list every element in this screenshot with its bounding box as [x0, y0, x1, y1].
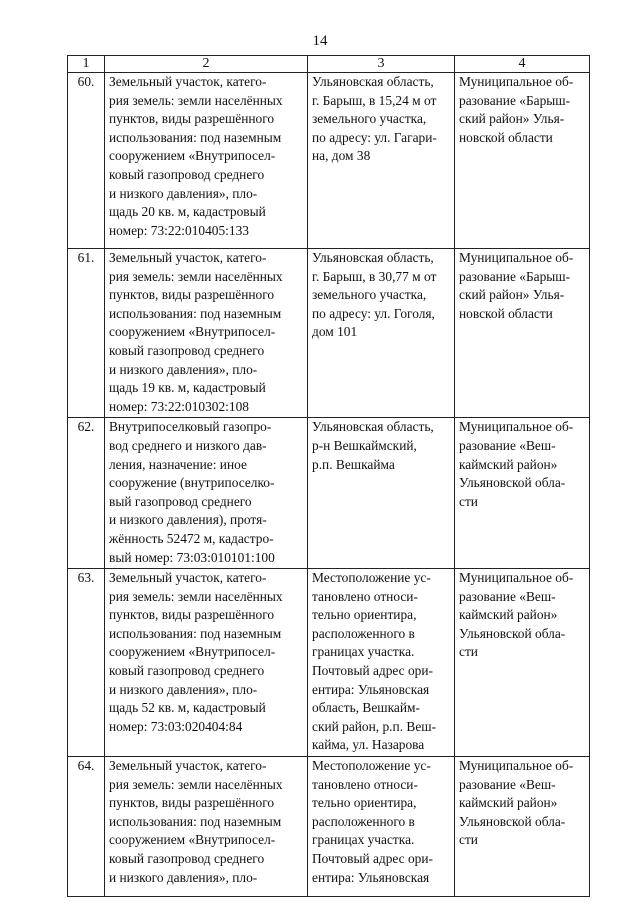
property-owner: Муниципальное об- разование «Веш- каймский район» Ульяновской обла- сти: [455, 757, 590, 897]
table-row: [68, 73, 590, 249]
table-row: [68, 418, 590, 569]
property-description: Земельный участок, катего- рия земель: земли населённых пунктов, виды разрешённого использования: под наземным сооружением «Внутрипосел- ковый газопровод среднего и низкого давления», пло-: [105, 757, 308, 897]
property-owner: Муниципальное об- разование «Веш- каймский район» Ульяновской обла- сти: [455, 569, 590, 757]
column-header-owner: 4: [455, 56, 590, 73]
column-header-description: 2: [105, 56, 308, 73]
property-owner: Муниципальное об- разование «Веш- каймский район» Ульяновской обла- сти: [455, 418, 590, 569]
property-description: Земельный участок, катего- рия земель: земли населённых пунктов, виды разрешённого использования: под наземным сооружением «Внутрипосел- ковый газопровод среднего и низкого давления», пло- щадь 20 кв. м, кадастровый номер: 73:22:010405:133: [105, 73, 308, 249]
property-description: Земельный участок, катего- рия земель: земли населённых пунктов, виды разрешённого использования: под наземным сооружением «Внутрипосел- ковый газопровод среднего и низкого давления», пло- щадь 52 кв. м, кадастровый номер: 73:03:020404:84: [105, 569, 308, 757]
row-number: 62.: [68, 418, 105, 569]
property-location: Ульяновская область, г. Барыш, в 15,24 м от земельного участка, по адресу: ул. Гагари- на, дом 38: [308, 73, 455, 249]
property-location: Ульяновская область, г. Барыш, в 30,77 м от земельного участка, по адресу: ул. Гоголя, дом 101: [308, 249, 455, 418]
row-number: 60.: [68, 73, 105, 249]
row-number: 64.: [68, 757, 105, 897]
table-row: [68, 249, 590, 418]
property-location: Ульяновская область, р-н Вешкаймский, р.п. Вешкайма: [308, 418, 455, 569]
property-description: Земельный участок, катего- рия земель: земли населённых пунктов, виды разрешённого использования: под наземным сооружением «Внутрипосел- ковый газопровод среднего и низкого давления», пло- щадь 19 кв. м, кадастровый номер: 73:22:010302:108: [105, 249, 308, 418]
property-owner: Муниципальное об- разование «Барыш- ский район» Улья- новской области: [455, 73, 590, 249]
row-number: 61.: [68, 249, 105, 418]
page-number: 14: [312, 33, 328, 49]
property-owner: Муниципальное об- разование «Барыш- ский район» Улья- новской области: [455, 249, 590, 418]
property-description: Внутрипоселковый газопро- вод среднего и низкого дав- ления, назначение: иное сооружение (внутрипоселко- вый газопровод среднего и низкого давления), протя- жённость 52472 м, кадастро- вый номер: 73:03:010101:100: [105, 418, 308, 569]
property-table: [67, 55, 590, 897]
table-header-row: [68, 56, 590, 73]
property-location: Местоположение ус- тановлено относи- тельно ориентира, расположенного в границах участка. Почтовый адрес ори- ентира: Ульяновская область, Вешкайм- ский район, р.п. Веш- кайма, ул. Назарова: [308, 569, 455, 757]
column-header-number: 1: [68, 56, 105, 73]
column-header-location: 3: [308, 56, 455, 73]
table-row: [68, 569, 590, 757]
row-number: 63.: [68, 569, 105, 757]
table-row: [68, 757, 590, 897]
property-location: Местоположение ус- тановлено относи- тельно ориентира, расположенного в границах участка. Почтовый адрес ори- ентира: Ульяновская: [308, 757, 455, 897]
